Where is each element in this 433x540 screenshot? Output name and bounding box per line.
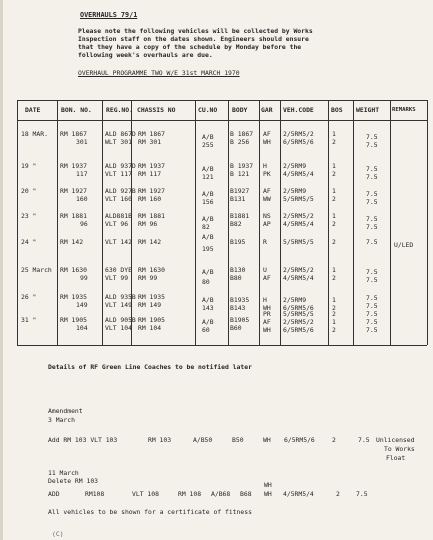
column-header-bon: BON. NO.	[61, 106, 92, 114]
column-header-veh-code: VEH.CODE	[283, 106, 314, 114]
cell-body: B 121	[230, 170, 250, 178]
add-reg: VLT 108	[132, 490, 159, 498]
amendment-vehicle: Add RM 103 VLT 103	[48, 436, 118, 444]
column-header-remarks: REMARKS	[392, 107, 416, 113]
cell-chassis: RM 1937	[138, 162, 165, 170]
cell-body: B143	[230, 304, 246, 312]
fitness-note: All vehicles to be shown for a certificate of fitness	[48, 508, 252, 516]
green-line-note: Details of RF Green Line Coaches to be notified later	[48, 363, 252, 371]
cell-weight: 7.5	[366, 268, 378, 276]
cell-weight: 7.5	[366, 326, 378, 334]
cell-gar: PR	[263, 310, 271, 318]
cell-weight: 7.5	[366, 276, 378, 284]
column-header-bos: BOS	[331, 106, 343, 114]
cell-body: B1927	[230, 187, 250, 195]
amendment-veh-code: 6/5RM5/6	[284, 436, 315, 444]
cell-bon: 104	[76, 324, 88, 332]
cell-chassis: RM 96	[138, 220, 158, 228]
cell-gar: H	[263, 162, 267, 170]
cell-cu: 195	[202, 245, 214, 253]
cell-gar: AF	[263, 318, 271, 326]
cell-weight: 7.5	[366, 294, 378, 302]
cell-bon: RM 1937	[60, 162, 87, 170]
cell-weight: 7.5	[366, 215, 378, 223]
cell-reg: WLT 301	[105, 138, 132, 146]
cell-date: 19 "	[21, 162, 37, 170]
cell-veh-code: 6/5RM5/6	[283, 138, 314, 146]
add-gar: WH	[264, 490, 272, 498]
cell-cu: 255	[202, 141, 214, 149]
cell-bon: 149	[76, 301, 88, 309]
cell-gar: AP	[263, 220, 271, 228]
column-header-chassis: CHASSIS NO	[137, 106, 176, 114]
cell-body: B195	[230, 238, 246, 246]
cell-bon: 117	[76, 170, 88, 178]
amendment-date: 3 March	[48, 416, 75, 424]
amendment-chassis: RM 103	[148, 436, 172, 444]
cell-veh-code: 2/5RM9	[283, 162, 307, 170]
cell-chassis: RM 1867	[138, 130, 165, 138]
add-weight: 7.5	[356, 490, 368, 498]
cell-reg: VLT 142	[105, 238, 132, 246]
cell-bon: 301	[76, 138, 88, 146]
cell-weight: 7.5	[366, 141, 378, 149]
cell-cu: A/B	[202, 268, 214, 276]
cell-body: B1881	[230, 212, 250, 220]
cell-reg: ALD 937D	[105, 162, 136, 170]
add-bos: 2	[336, 490, 340, 498]
cell-cu: 143	[202, 304, 214, 312]
delete-label: Delete RM 103	[48, 477, 99, 485]
cell-cu: 80	[202, 278, 210, 286]
cell-reg: ALD 935B	[105, 293, 136, 301]
cell-body: B80	[230, 274, 242, 282]
cell-reg: ALD 927B	[105, 187, 136, 195]
cell-veh-code: 4/5RM5/4	[283, 274, 314, 282]
cell-reg: 630 DYE	[105, 266, 132, 274]
cell-cu: 82	[202, 223, 210, 231]
cell-bos: 2	[332, 304, 336, 312]
cell-bon: 99	[80, 274, 88, 282]
cell-bos: 2	[332, 326, 336, 334]
cell-weight: 7.5	[366, 133, 378, 141]
cell-veh-code: 2/5RM5/2	[283, 266, 314, 274]
cell-weight: 7.5	[366, 238, 378, 246]
cell-date: 18 MAR.	[21, 130, 48, 138]
cell-bos: 1	[332, 318, 336, 326]
cell-gar: PK	[263, 170, 271, 178]
cell-body: B 256	[230, 138, 250, 146]
cell-chassis: RM 301	[138, 138, 162, 146]
add-label: ADD	[48, 490, 60, 498]
cell-bos: 2	[332, 170, 336, 178]
cell-bon: RM 1881	[60, 212, 87, 220]
cell-reg: ALD881B	[105, 212, 132, 220]
add-bon: RM108	[85, 490, 105, 498]
amendment-remark: To Works	[384, 445, 415, 453]
cell-weight: 7.5	[366, 223, 378, 231]
cell-veh-code: 5/5RM5/5	[283, 195, 314, 203]
cell-veh-code: 2/5RM5/2	[283, 318, 314, 326]
amendment-title: Amendment	[48, 407, 83, 415]
column-header-body: BODY	[232, 106, 248, 114]
add-body: B68	[240, 490, 252, 498]
cell-body: B 1867	[230, 130, 254, 138]
cell-bos: 1	[332, 187, 336, 195]
cell-cu: A/B	[202, 318, 214, 326]
delete-date: 11 March	[48, 469, 79, 477]
cell-veh-code: 2/5RM9	[283, 296, 307, 304]
cell-veh-code: 5/5RM5/5	[283, 238, 314, 246]
cell-gar: AF	[263, 130, 271, 138]
cell-remarks: U/LED	[394, 241, 414, 249]
cell-reg: VLT 96	[105, 220, 129, 228]
cell-weight: 7.5	[366, 190, 378, 198]
page-left-edge	[0, 0, 3, 540]
cell-gar: WH	[263, 326, 271, 334]
cell-bon: RM 1630	[60, 266, 87, 274]
column-header-reg: REG.NO.	[106, 106, 133, 114]
cell-body: B131	[230, 195, 246, 203]
intro-line-1: Please note the following vehicles will be collected by Works	[78, 27, 313, 35]
column-header-date: DATE	[25, 106, 41, 114]
cell-date: 24 "	[21, 238, 37, 246]
cell-veh-code: 2/5RM5/2	[283, 130, 314, 138]
cell-bos: 1	[332, 162, 336, 170]
cell-body: B 1937	[230, 162, 254, 170]
cell-cu: 121	[202, 173, 214, 181]
cell-bos: 1	[332, 212, 336, 220]
cell-gar: NS	[263, 212, 271, 220]
cell-cu: 60	[202, 326, 210, 334]
cell-bon: RM 1905	[60, 316, 87, 324]
amendment-remark: Unlicensed	[376, 436, 415, 444]
cell-weight: 7.5	[366, 318, 378, 326]
delete-gar: WH	[264, 481, 272, 489]
cell-reg: VLT 99	[105, 274, 129, 282]
cell-cu: A/B	[202, 190, 214, 198]
cell-bon: RM 142	[60, 238, 84, 246]
cell-bos: 2	[332, 310, 336, 318]
add-chassis: RM 108	[178, 490, 202, 498]
cell-bos: 1	[332, 266, 336, 274]
amendment-cu: A/B50	[193, 436, 213, 444]
cell-veh-code: 4/5RM5/4	[283, 220, 314, 228]
cell-veh-code: 4/5RM5/4	[283, 170, 314, 178]
cell-weight: 7.5	[366, 302, 378, 310]
cell-gar: R	[263, 238, 267, 246]
cell-gar: WH	[263, 304, 271, 312]
cell-gar: H	[263, 296, 267, 304]
cell-reg: VLT 104	[105, 324, 132, 332]
cell-bon: RM 1927	[60, 187, 87, 195]
cell-date: 25 March	[21, 266, 52, 274]
cell-gar: WH	[263, 138, 271, 146]
cell-bos: 2	[332, 238, 336, 246]
cell-chassis: RM 160	[138, 195, 162, 203]
cell-reg: VLT 117	[105, 170, 132, 178]
amendment-body: B50	[232, 436, 244, 444]
amendment-weight: 7.5	[358, 436, 370, 444]
cell-gar: U	[263, 266, 267, 274]
cell-chassis: RM 1935	[138, 293, 165, 301]
cell-cu: A/B	[202, 133, 214, 141]
cell-bon: 160	[76, 195, 88, 203]
cell-cu: A/B	[202, 215, 214, 223]
column-header-weight: WEIGHT	[356, 106, 380, 114]
cell-veh-code: 6/5RM5/6	[283, 326, 314, 334]
cell-body: B130	[230, 266, 246, 274]
cell-chassis: RM 1927	[138, 187, 165, 195]
footer-mark: (C)	[52, 530, 64, 538]
cell-bon: RM 1935	[60, 293, 87, 301]
cell-veh-code: 2/5RM9	[283, 187, 307, 195]
cell-gar: AF	[263, 274, 271, 282]
cell-bos: 2	[332, 220, 336, 228]
cell-bos: 2	[332, 195, 336, 203]
cell-date: 20 "	[21, 187, 37, 195]
add-cu: A/B68	[211, 490, 231, 498]
column-header-cu: CU.NO	[198, 106, 218, 114]
cell-veh-code: 6/5RM5/6	[283, 304, 314, 312]
cell-chassis: RM 1630	[138, 266, 165, 274]
cell-cu: A/B	[202, 233, 214, 241]
cell-bos: 1	[332, 296, 336, 304]
cell-bos: 1	[332, 130, 336, 138]
cell-chassis: RM 1881	[138, 212, 165, 220]
cell-date: 23 "	[21, 212, 37, 220]
cell-chassis: RM 104	[138, 324, 162, 332]
cell-chassis: RM 99	[138, 274, 158, 282]
intro-line-4: following week's overhauls are due.	[78, 51, 213, 59]
cell-bos: 2	[332, 274, 336, 282]
cell-body: B1905	[230, 316, 250, 324]
cell-bon: RM 1867	[60, 130, 87, 138]
column-header-gar: GAR	[261, 106, 273, 114]
cell-cu: A/B	[202, 296, 214, 304]
add-veh-code: 4/5RM5/4	[283, 490, 314, 498]
cell-weight: 7.5	[366, 310, 378, 318]
cell-bos: 2	[332, 138, 336, 146]
cell-veh-code: 5/5RM5/5	[283, 310, 314, 318]
cell-bon: 96	[80, 220, 88, 228]
cell-gar: WW	[263, 195, 271, 203]
cell-date: 31 "	[21, 316, 37, 324]
cell-chassis: RM 142	[138, 238, 162, 246]
cell-body: B82	[230, 220, 242, 228]
amendment-bos: 2	[332, 436, 336, 444]
cell-chassis: RM 1905	[138, 316, 165, 324]
cell-body: B1935	[230, 296, 250, 304]
cell-reg: VLT 160	[105, 195, 132, 203]
intro-line-3: that they have a copy of the schedule by Monday before the	[78, 43, 302, 51]
cell-chassis: RM 117	[138, 170, 162, 178]
amendment-gar: WH	[263, 436, 271, 444]
amendment-remark: Float	[386, 454, 406, 462]
cell-reg: ALD 867D	[105, 130, 136, 138]
cell-cu: A/B	[202, 165, 214, 173]
cell-body: B60	[230, 324, 242, 332]
cell-date: 26 "	[21, 293, 37, 301]
cell-reg: ALD 905B	[105, 316, 136, 324]
cell-gar: AF	[263, 187, 271, 195]
intro-line-2: Inspection staff on the dates shown. Engineers should ensure	[78, 35, 309, 43]
document-heading: OVERHAULS 79/1	[80, 11, 138, 19]
cell-cu: 156	[202, 198, 214, 206]
cell-chassis: RM 149	[138, 301, 162, 309]
cell-veh-code: 2/5RM5/2	[283, 212, 314, 220]
cell-weight: 7.5	[366, 198, 378, 206]
programme-title: OVERHAUL PROGRAMME TWO W/E 31st MARCH 1970	[78, 69, 240, 77]
cell-weight: 7.5	[366, 173, 378, 181]
cell-weight: 7.5	[366, 165, 378, 173]
cell-reg: VLT 149	[105, 301, 132, 309]
